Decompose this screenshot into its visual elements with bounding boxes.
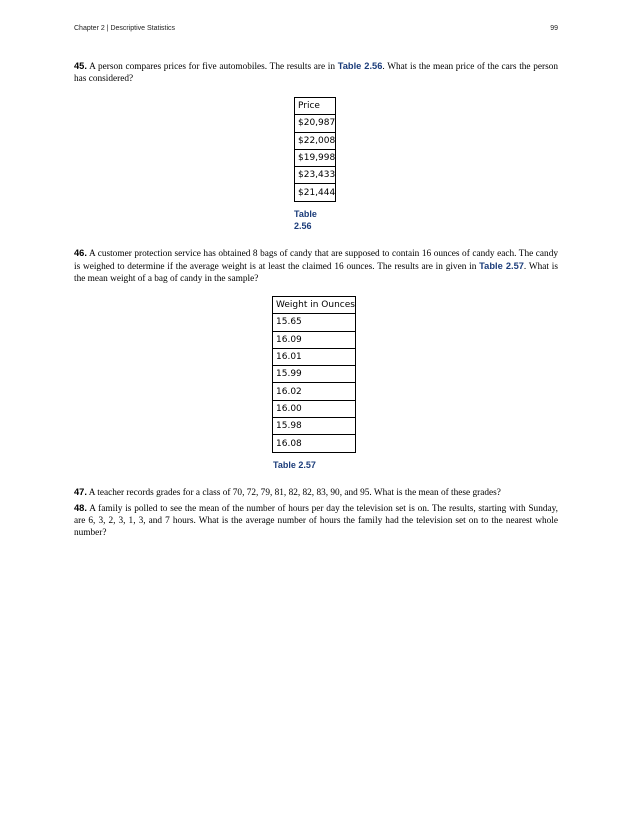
- table-cell: $21,444: [295, 184, 336, 201]
- chapter-title: Chapter 2 | Descriptive Statistics: [74, 25, 176, 32]
- table-cell: $20,987: [295, 115, 336, 132]
- problem-text: A person compares prices for five automobiles. The results are in: [89, 62, 336, 72]
- table-link[interactable]: Table 2.56: [337, 61, 383, 71]
- table-cell: $22,008: [295, 132, 336, 149]
- problem-text: A teacher records grades for a class of 70, 72, 79, 81, 82, 82, 83, 90, and 95. What is the mean of these grades?: [88, 488, 501, 498]
- table-cell: 15.99: [273, 366, 356, 383]
- problem-text: A customer protection service has obtained 8 bags of candy that are supposed to contain 16 ounces of candy each. The candy is weighed to determine if the average weight is at least the claimed 16 ounces. The results are in given in: [74, 249, 558, 272]
- problem-48: [74, 502, 558, 539]
- caption-line: 2.56: [294, 221, 312, 231]
- table-header-cell: Price: [295, 98, 336, 115]
- problem-47: [74, 486, 558, 499]
- table-cell: 16.00: [273, 400, 356, 417]
- table-cell: $23,433: [295, 167, 336, 184]
- table-cell: 15.98: [273, 418, 356, 435]
- table-cell: 16.09: [273, 331, 356, 348]
- table-cell: $19,998: [295, 149, 336, 166]
- caption-line: Table: [294, 209, 317, 219]
- table-cell: 15.65: [273, 314, 356, 331]
- problem-46: [74, 247, 558, 285]
- problem-number: 45.: [74, 61, 87, 71]
- page-number: 99: [550, 25, 558, 32]
- problem-text: . What is the mean weight of a bag of candy in the sample?: [74, 262, 558, 284]
- problem-text: . What is the mean price of the cars the person has considered?: [74, 62, 559, 84]
- problem-number: 47.: [74, 487, 87, 497]
- table-cell: 16.08: [273, 435, 356, 452]
- table-link[interactable]: Table 2.57: [479, 261, 524, 271]
- problem-text: A family is polled to see the mean of the number of hours per day the television set is on. The results, starting with Sunday, are 6, 3, 2, 3, 1, 3, and 7 hours. What is the average number of hours the family had the television set on to the nearest whole number?: [74, 504, 559, 538]
- table-cell: 16.02: [273, 383, 356, 400]
- price-table: [294, 97, 336, 202]
- table-caption: [294, 208, 317, 232]
- table-header-cell: Weight in Ounces: [273, 297, 356, 314]
- problem-45: [74, 60, 558, 85]
- page-header: [74, 25, 558, 32]
- problem-number: 48.: [74, 503, 87, 513]
- weight-table: [272, 296, 356, 453]
- problem-number: 46.: [74, 248, 87, 258]
- table-caption: Table 2.57: [273, 460, 316, 470]
- table-cell: 16.01: [273, 348, 356, 365]
